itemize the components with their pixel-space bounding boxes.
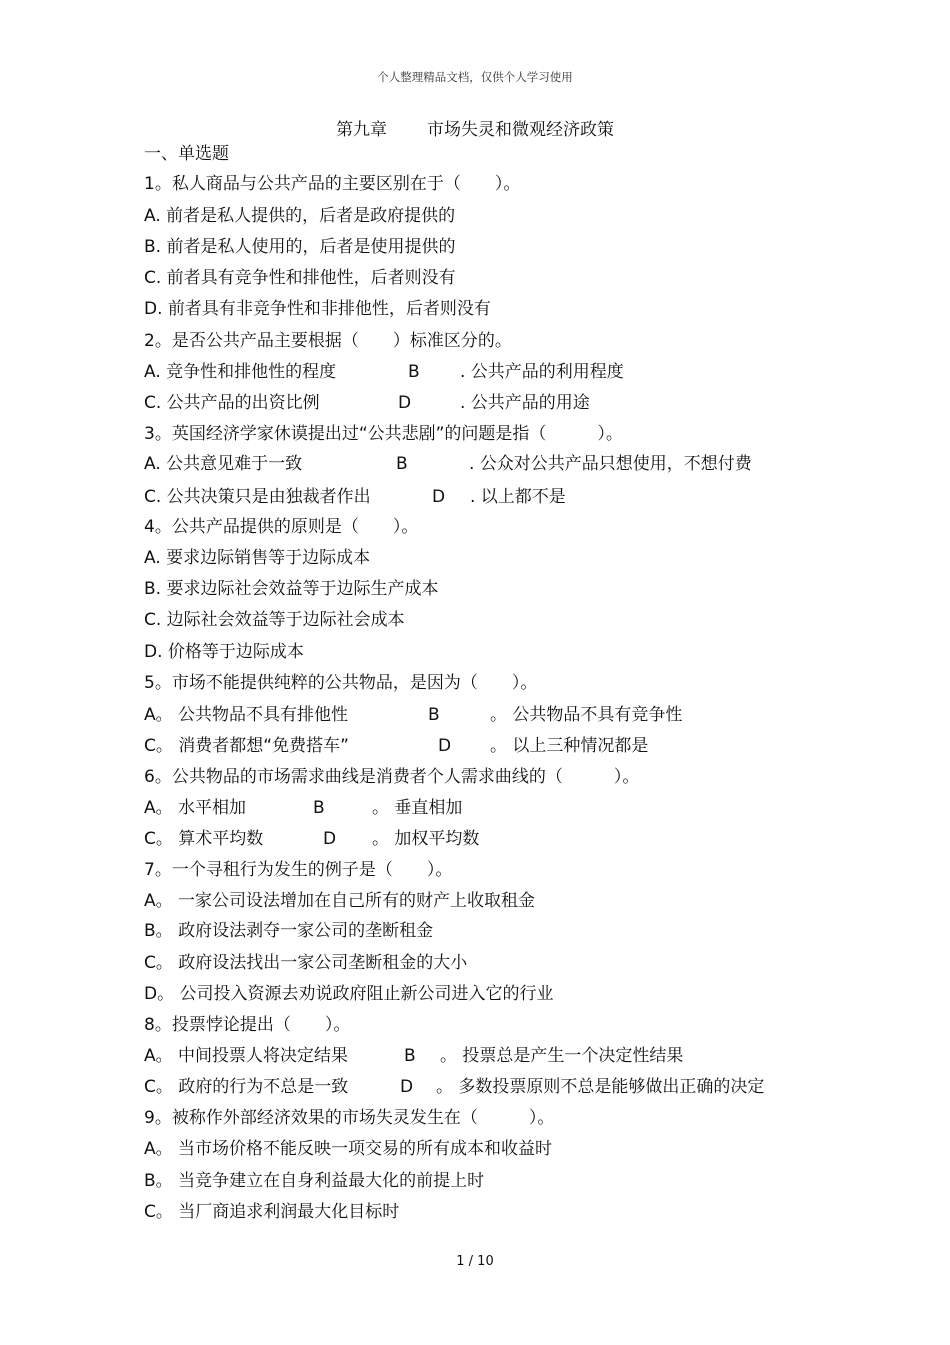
line-text: B. 前者是私人使用的，后者是使用提供的: [144, 237, 456, 257]
option-text: 。 公共物品不具有竞争性: [490, 705, 683, 725]
line-text: 9。被称作外部经济效果的市场失灵发生在（ ）。: [144, 1108, 555, 1128]
line-text: C。 政府设法找出一家公司垄断租金的大小: [144, 953, 468, 973]
line-text: C. 公共决策只是由独裁者作出: [144, 487, 371, 507]
option-text: 。 多数投票原则不总是能够做出正确的决定: [436, 1077, 765, 1097]
option-text: 。 以上三种情况都是: [490, 736, 649, 756]
option-letter: D: [438, 736, 452, 756]
option-text: 。 投票总是产生一个决定性结果: [440, 1046, 684, 1066]
page-number: 1 / 10: [456, 1254, 494, 1269]
line-text: A。 水平相加: [144, 798, 247, 818]
chapter-number: 第九章: [336, 120, 387, 140]
line-text: A. 公共意见难于一致: [144, 454, 303, 474]
line-text: C。 算术平均数: [144, 829, 264, 849]
line-text: 2。是否公共产品主要根据（ ）标准区分的。: [144, 331, 512, 351]
line-text: A。 当市场价格不能反映一项交易的所有成本和收益时: [144, 1139, 553, 1159]
line-text: 8。投票悖论提出（ ）。: [144, 1015, 351, 1035]
line-text: A. 竞争性和排他性的程度: [144, 362, 337, 382]
option-text: . 公共产品的利用程度: [460, 362, 624, 382]
line-text: 4。公共产品提供的原则是（ ）。: [144, 517, 419, 537]
option-letter: D: [432, 487, 446, 507]
line-text: A。 中间投票人将决定结果: [144, 1046, 349, 1066]
option-letter: D: [323, 829, 337, 849]
line-text: C。 政府的行为不总是一致: [144, 1077, 349, 1097]
option-letter: D: [398, 393, 412, 413]
option-text: 。 垂直相加: [372, 798, 463, 818]
option-letter: B: [428, 705, 440, 725]
line-text: C. 前者具有竞争性和排他性，后者则没有: [144, 268, 456, 288]
line-text: 5。市场不能提供纯粹的公共物品，是因为（ ）。: [144, 673, 538, 693]
section-heading: 一、单选题: [144, 144, 229, 164]
option-letter: B: [404, 1046, 416, 1066]
option-text: . 以上都不是: [470, 487, 566, 507]
line-text: B。 当竞争建立在自身利益最大化的前提上时: [144, 1171, 485, 1191]
line-text: 1。私人商品与公共产品的主要区别在于（ ）。: [144, 174, 521, 194]
option-text: . 公共产品的用途: [460, 393, 590, 413]
chapter-name: 市场失灵和微观经济政策: [427, 120, 614, 140]
option-letter: B: [408, 362, 420, 382]
line-text: A。 公共物品不具有排他性: [144, 705, 349, 725]
line-text: 3。英国经济学家休谟提出过“公共悲剧”的问题是指（ ）。: [144, 424, 623, 444]
line-text: 7。一个寻租行为发生的例子是（ ）。: [144, 860, 453, 880]
line-text: C. 边际社会效益等于边际社会成本: [144, 610, 405, 630]
line-text: C. 公共产品的出资比例: [144, 393, 320, 413]
line-text: C。 消费者都想“免费搭车”: [144, 736, 349, 756]
option-text: 。 加权平均数: [372, 829, 480, 849]
line-text: B. 要求边际社会效益等于边际生产成本: [144, 579, 439, 599]
line-text: C。 当厂商追求利润最大化目标时: [144, 1202, 400, 1222]
line-text: D。 公司投入资源去劝说政府阻止新公司进入它的行业: [144, 984, 554, 1004]
line-text: D. 前者具有非竞争性和非排他性，后者则没有: [144, 299, 491, 319]
line-text: A. 前者是私人提供的，后者是政府提供的: [144, 206, 456, 226]
line-text: D. 价格等于边际成本: [144, 642, 304, 662]
line-text: 6。公共物品的市场需求曲线是消费者个人需求曲线的（ ）。: [144, 767, 640, 787]
line-text: A。 一家公司设法增加在自己所有的财产上收取租金: [144, 891, 536, 911]
line-text: A. 要求边际销售等于边际成本: [144, 548, 371, 568]
option-letter: D: [400, 1077, 414, 1097]
line-text: B。 政府设法剥夺一家公司的垄断租金: [144, 921, 434, 941]
page-header: 个人整理精品文档，仅供个人学习使用: [377, 70, 573, 84]
option-text: . 公众对公共产品只想使用，不想付费: [469, 454, 752, 474]
chapter-title: [0, 119, 950, 141]
option-letter: B: [313, 798, 325, 818]
option-letter: B: [396, 454, 408, 474]
